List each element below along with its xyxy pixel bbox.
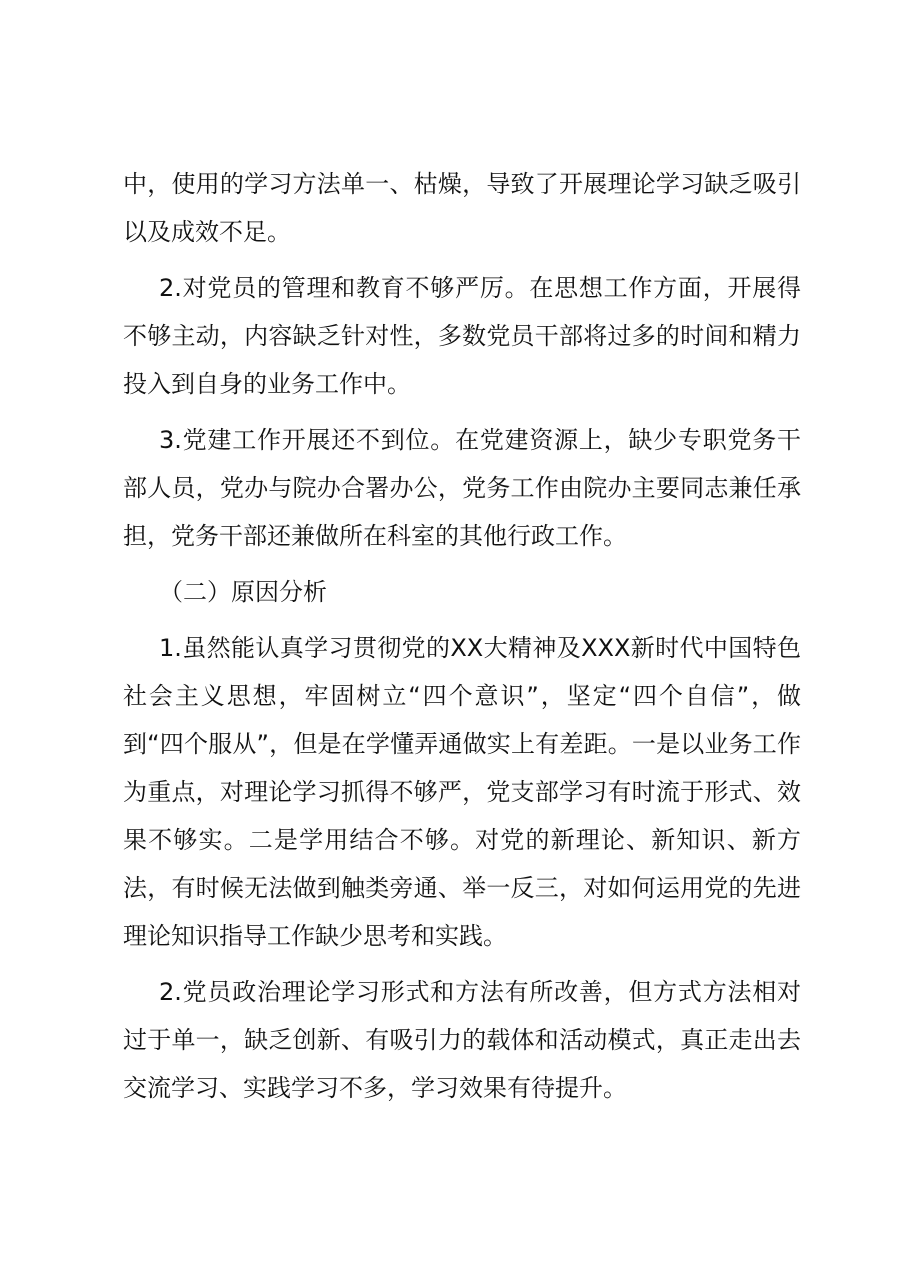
analysis-paragraph-1: 1.虽然能认真学习贯彻党的XX大精神及XXX新时代中国特色社会主义思想，牢固树立“四个意识”，坚定“四个自信”，做到“四个服从”，但是在学懂弄通做实上有差距。一是以业务工作为重点，对理论学习抓得不够严，党支部学习有时流于形式、效果不够实。二是学用结合不够。对党的新理论、新知识、新方法，有时候无法做到触类旁通、举一反三，对如何运用党的先进理论知识指导工作缺少思考和实践。	[123, 634, 801, 950]
paragraph-continued: 中，使用的学习方法单一、枯燥，导致了开展理论学习缺乏吸引以及成效不足。	[123, 170, 801, 246]
paragraph-item-3: 3.党建工作开展还不到位。在党建资源上，缺少专职党务干部人员，党办与院办合署办公，党务工作由院办主要同志兼任承担，党务干部还兼做所在科室的其他行政工作。	[123, 426, 801, 550]
section-heading: （二）原因分析	[159, 578, 327, 606]
document-body	[123, 160, 801, 1120]
paragraph-item-2: 2.对党员的管理和教育不够严厉。在思想工作方面，开展得不够主动，内容缺乏针对性，多数党员干部将过多的时间和精力投入到自身的业务工作中。	[123, 274, 801, 398]
analysis-paragraph-2: 2.党员政治理论学习形式和方法有所改善，但方式方法相对过于单一，缺乏创新、有吸引力的载体和活动模式，真正走出去交流学习、实践学习不多，学习效果有待提升。	[123, 978, 801, 1102]
